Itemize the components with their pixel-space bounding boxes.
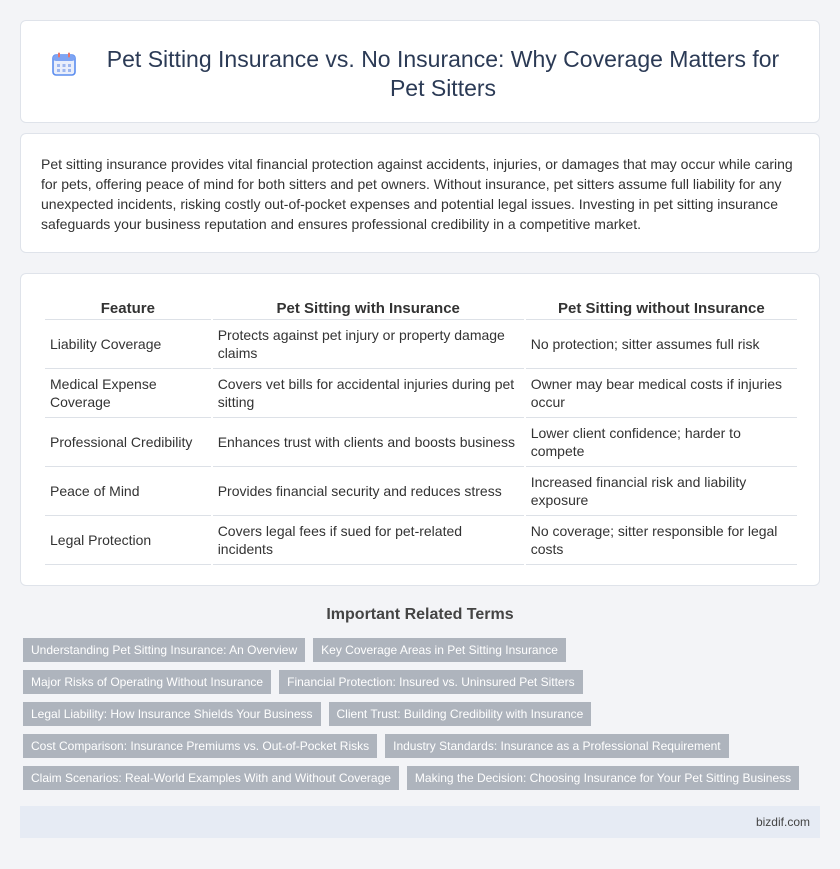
related-terms-list xyxy=(23,638,823,798)
feature-cell: Peace of Mind xyxy=(45,467,211,516)
related-term-tag[interactable]: Major Risks of Operating Without Insurance xyxy=(23,670,271,694)
related-term-tag[interactable]: Cost Comparison: Insurance Premiums vs. Out-of-Pocket Risks xyxy=(23,734,377,758)
with-insurance-cell: Covers legal fees if sued for pet-related incidents xyxy=(213,516,524,565)
footer xyxy=(20,806,820,838)
page-title: Pet Sitting Insurance vs. No Insurance: Why Coverage Matters for Pet Sitters xyxy=(106,46,780,101)
table-row xyxy=(45,467,797,516)
table-header-row xyxy=(45,296,797,320)
table-row xyxy=(45,320,797,369)
feature-cell: Professional Credibility xyxy=(45,418,211,467)
related-term-tag[interactable]: Key Coverage Areas in Pet Sitting Insurance xyxy=(313,638,566,662)
feature-cell: Liability Coverage xyxy=(45,320,211,369)
footer-brand-link[interactable]: bizdif.com xyxy=(755,815,810,829)
related-terms-title: Important Related Terms xyxy=(326,606,514,623)
with-insurance-cell: Enhances trust with clients and boosts business xyxy=(213,418,524,467)
feature-cell: Medical Expense Coverage xyxy=(45,369,211,418)
with-insurance-cell: Covers vet bills for accidental injuries during pet sitting xyxy=(213,369,524,418)
related-term-tag[interactable]: Financial Protection: Insured vs. Uninsured Pet Sitters xyxy=(279,670,582,694)
without-insurance-cell: Owner may bear medical costs if injuries occur xyxy=(526,369,797,418)
without-insurance-cell: Increased financial risk and liability exposure xyxy=(526,467,797,516)
related-term-tag[interactable]: Legal Liability: How Insurance Shields Your Business xyxy=(23,702,321,726)
related-term-tag[interactable]: Making the Decision: Choosing Insurance for Your Pet Sitting Business xyxy=(407,766,799,790)
calendar-icon xyxy=(51,51,77,77)
table-row xyxy=(45,516,797,565)
related-term-tag[interactable]: Claim Scenarios: Real-World Examples With and Without Coverage xyxy=(23,766,399,790)
feature-cell: Legal Protection xyxy=(45,516,211,565)
intro-text: Pet sitting insurance provides vital financial protection against accidents, injuries, or damages that may occur while caring for pets, offering peace of mind for both sitters and pet owners. Without insurance, pet sitters assume full liability for any unexpected incidents, risking costly out-of-pocket expenses and potential legal issues. Investing in pet sitting insurance safeguards your business reputation and ensures professional credibility in a competitive market. xyxy=(41,156,793,232)
comparison-card xyxy=(20,273,820,586)
table-row xyxy=(45,369,797,418)
intro-card xyxy=(20,133,820,253)
with-insurance-cell: Provides financial security and reduces stress xyxy=(213,467,524,516)
comparison-table xyxy=(43,296,799,565)
without-insurance-cell: No coverage; sitter responsible for legal costs xyxy=(526,516,797,565)
header-without-insurance: Pet Sitting without Insurance xyxy=(526,296,797,320)
without-insurance-cell: No protection; sitter assumes full risk xyxy=(526,320,797,369)
header-feature: Feature xyxy=(45,296,211,320)
related-term-tag[interactable]: Industry Standards: Insurance as a Professional Requirement xyxy=(385,734,729,758)
related-term-tag[interactable]: Understanding Pet Sitting Insurance: An Overview xyxy=(23,638,305,662)
with-insurance-cell: Protects against pet injury or property damage claims xyxy=(213,320,524,369)
related-term-tag[interactable]: Client Trust: Building Credibility with Insurance xyxy=(329,702,592,726)
header-with-insurance: Pet Sitting with Insurance xyxy=(213,296,524,320)
table-row xyxy=(45,418,797,467)
title-card xyxy=(20,20,820,123)
without-insurance-cell: Lower client confidence; harder to compete xyxy=(526,418,797,467)
